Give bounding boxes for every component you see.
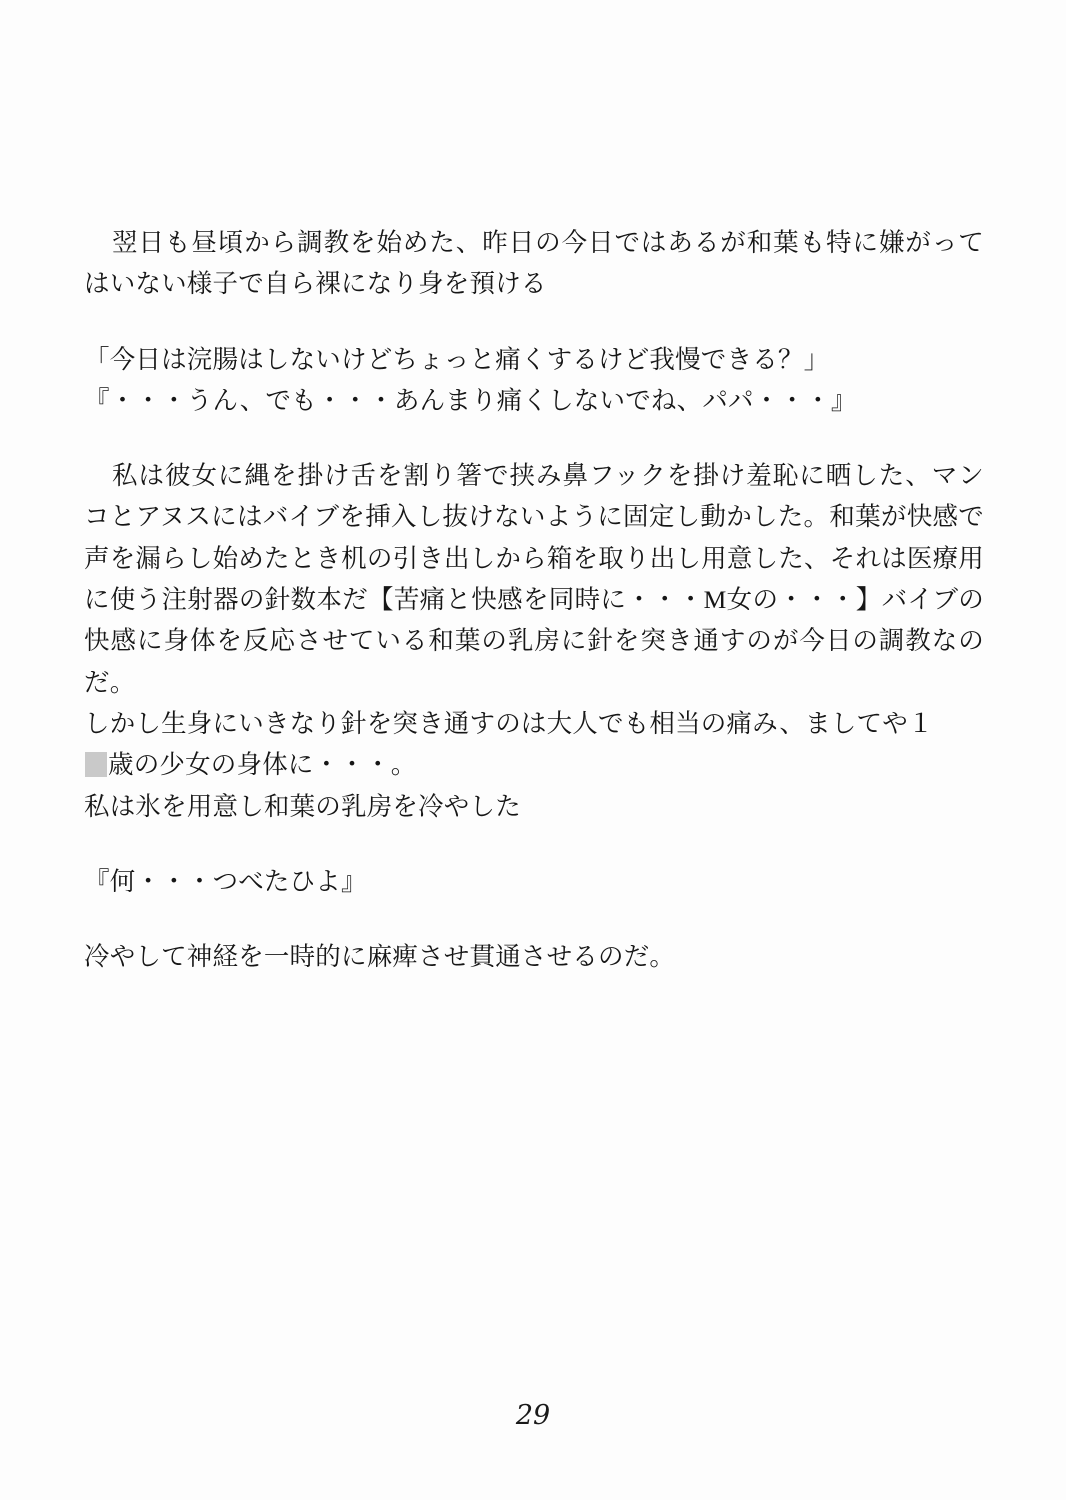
page-text-body (84, 222, 984, 977)
dialogue-line-3: 『何・・・つべたひよ』 (84, 866, 367, 896)
dialogue-line-1: 「今日は浣腸はしないけどちょっと痛くするけど我慢できる？」 (84, 344, 830, 374)
redaction-block-icon (85, 752, 107, 777)
paragraph-3-text-b: 歳の少女の身体に・・・。 (108, 750, 417, 780)
paragraph-3-text-a: しかし生身にいきなり針を突き通すのは大人でも相当の痛み、ましてや１ (84, 708, 934, 738)
dialogue-line-2: 『・・・うん、でも・・・あんまり痛くしないでね、パパ・・・』 (84, 385, 857, 415)
paragraph-spacer (84, 902, 984, 936)
paragraph-1: 翌日も昼頃から調教を始めた、昨日の今日ではあるが和葉も特に嫌がってはいない様子で自ら裸になり身を預ける (84, 228, 984, 299)
paragraph-3-continued (84, 703, 984, 744)
paragraph-3-redacted-line (84, 744, 984, 785)
paragraph-spacer (84, 421, 984, 455)
paragraph-5: 冷やして神経を一時的に麻痺させ貫通させるのだ。 (84, 942, 676, 972)
page-number: 29 (515, 1400, 551, 1431)
paragraph-3: 私は彼女に縄を掛け舌を割り箸で挟み鼻フックを掛け羞恥に晒した、マンコとアヌスにはバイブを挿入し抜けないように固定し動かした。和葉が快感で声を漏らし始めたとき机の引き出しから箱を取り出し用意した、それは医療用に使う注射器の針数本だ【苦痛と快感を同時に・・・M女の・・・】バイブの快感に身体を反応させている和葉の乳房に針を突き通すのが今日の調教なのだ。 (84, 461, 984, 697)
paragraph-spacer (84, 827, 984, 861)
paragraph-3-final: 私は氷を用意し和葉の乳房を冷やした (84, 791, 521, 821)
paragraph-spacer (84, 305, 984, 339)
